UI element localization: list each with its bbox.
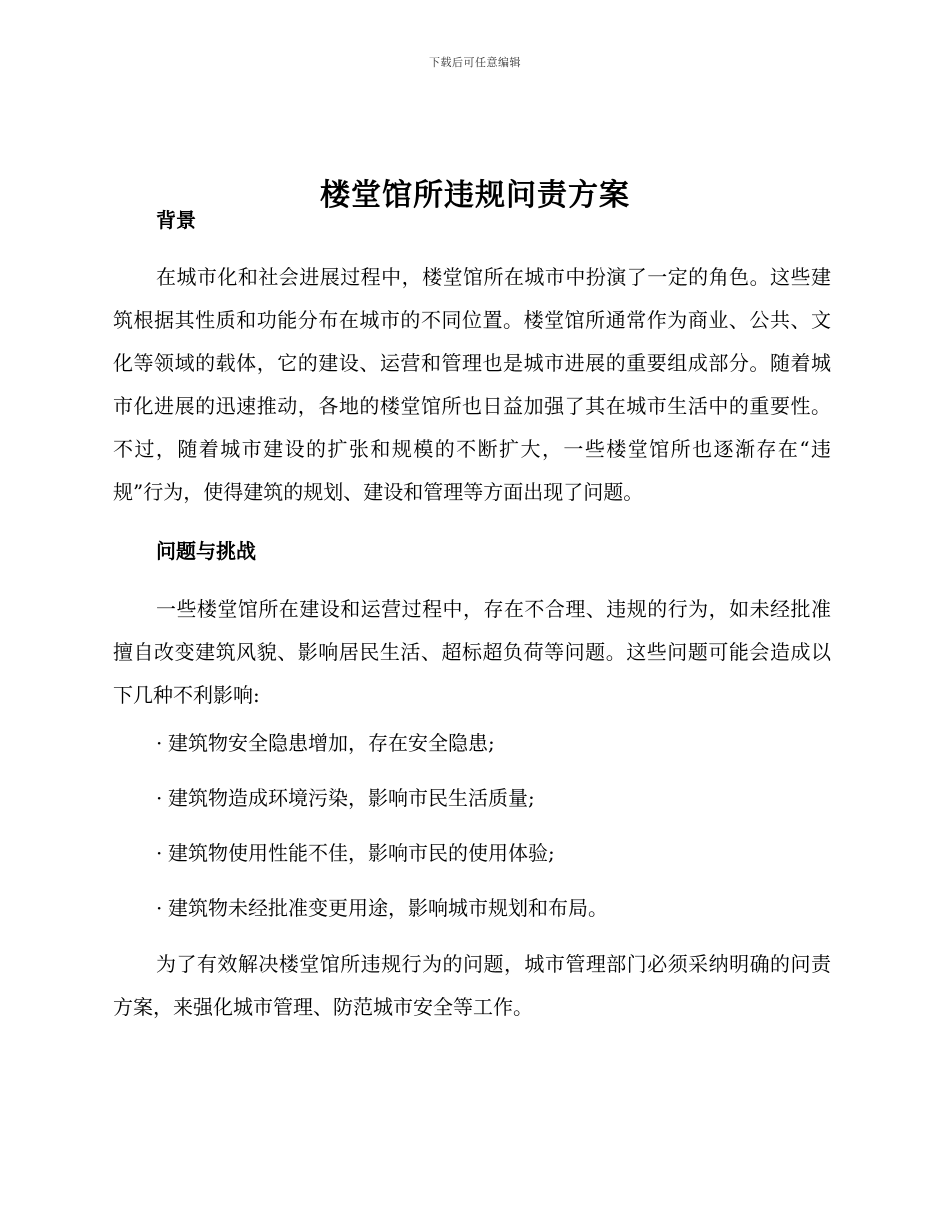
impact-list (113, 728, 831, 923)
list-item (156, 893, 831, 923)
section-heading-background: 背景 (156, 208, 196, 232)
list-item (156, 838, 831, 868)
header-note: 下载后可任意编辑 (429, 56, 521, 69)
document-body (113, 205, 831, 1029)
issues-paragraph: 一些楼堂馆所在建设和运营过程中，存在不合理、违规的行为，如未经批准擅自改变建筑风貌、影响居民生活、超标超负荷等问题。这些问题可能会造成以下几种不利影响: (113, 597, 831, 707)
closing-paragraph: 为了有效解决楼堂馆所违规行为的问题，城市管理部门必须采纳明确的问责方案，来强化城市管理、防范城市安全等工作。 (113, 952, 831, 1019)
bullet-dot-icon: · (156, 841, 163, 865)
list-item-text: 建筑物使用性能不佳，影响市民的使用体验; (168, 841, 555, 865)
list-item-text: 建筑物未经批准变更用途，影响城市规划和布局。 (168, 896, 608, 920)
bullet-dot-icon: · (156, 896, 163, 920)
list-item (156, 728, 831, 758)
section-heading-issues: 问题与挑战 (156, 539, 256, 563)
list-item-text: 建筑物安全隐患增加，存在安全隐患; (168, 731, 495, 755)
bullet-dot-icon: · (156, 731, 163, 755)
bullet-dot-icon: · (156, 786, 163, 810)
page-title: 楼堂馆所违规问责方案 (320, 178, 630, 214)
background-paragraph: 在城市化和社会进展过程中，楼堂馆所在城市中扮演了一定的角色。这些建筑根据其性质和功能分布在城市的不同位置。楼堂馆所通常作为商业、公共、文化等领域的载体，它的建设、运营和管理也是城市进展的重要组成部分。随着城市化进展的迅速推动，各地的楼堂馆所也日益加强了其在城市生活中的重要性。不过，随着城市建设的扩张和规模的不断扩大，一些楼堂馆所也逐渐存在“违规”行为，使得建筑的规划、建设和管理等方面出现了问题。 (113, 265, 831, 504)
list-item-text: 建筑物造成环境污染，影响市民生活质量; (168, 786, 535, 810)
list-item (156, 783, 831, 813)
